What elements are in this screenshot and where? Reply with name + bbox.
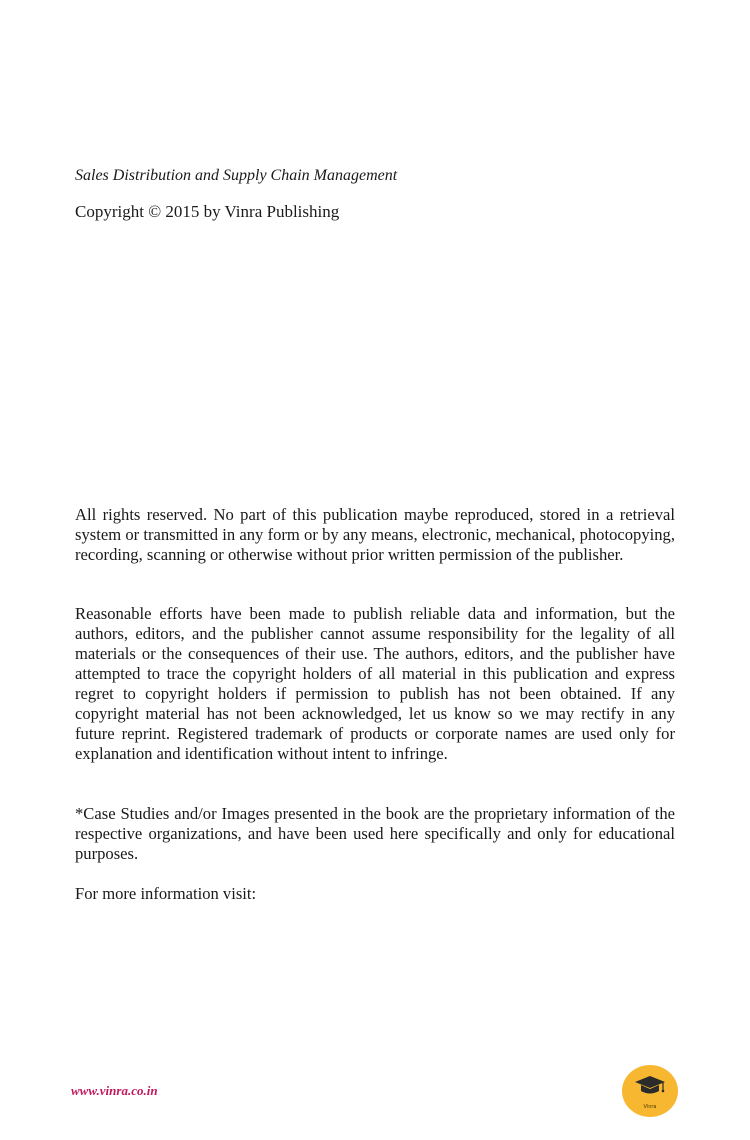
disclaimer-paragraph: Reasonable efforts have been made to publish reliable data and information, but the authors, editors, and the publisher cannot assume responsibility for the legality of all materials or the consequences of their use. The authors, editors, and the publisher have attempted to trace the copyright holders of all material in this publication and express regret to copyright holders if permission to publish has not been obtained. If any copyright material has not been acknowledged, let us know so we may rectify in any future reprint. Registered trademark of products or corporate names are used only for explanation and identification without intent to infringe. (75, 604, 675, 763)
more-info-paragraph: For more information visit: (75, 884, 257, 903)
rights-paragraph: All rights reserved. No part of this publication maybe reproduced, stored in a retrieval system or transmitted in any form or by any means, electronic, mechanical, photocopying, recording, scanning or otherwise without prior written permission of the publisher. (75, 505, 675, 564)
publisher-website-link[interactable]: www.vinra.co.in (71, 1083, 158, 1098)
graduation-cap-icon (633, 1073, 667, 1104)
book-title: Sales Distribution and Supply Chain Management (75, 167, 398, 184)
publisher-logo (622, 1065, 678, 1117)
logo-wordmark: Vinra (643, 1103, 657, 1110)
copyright-line: Copyright © 2015 by Vinra Publishing (75, 202, 340, 221)
case-studies-paragraph: *Case Studies and/or Images presented in the book are the proprietary information of the respective organizations, and have been used here specifically and only for educational purposes. (75, 804, 675, 863)
